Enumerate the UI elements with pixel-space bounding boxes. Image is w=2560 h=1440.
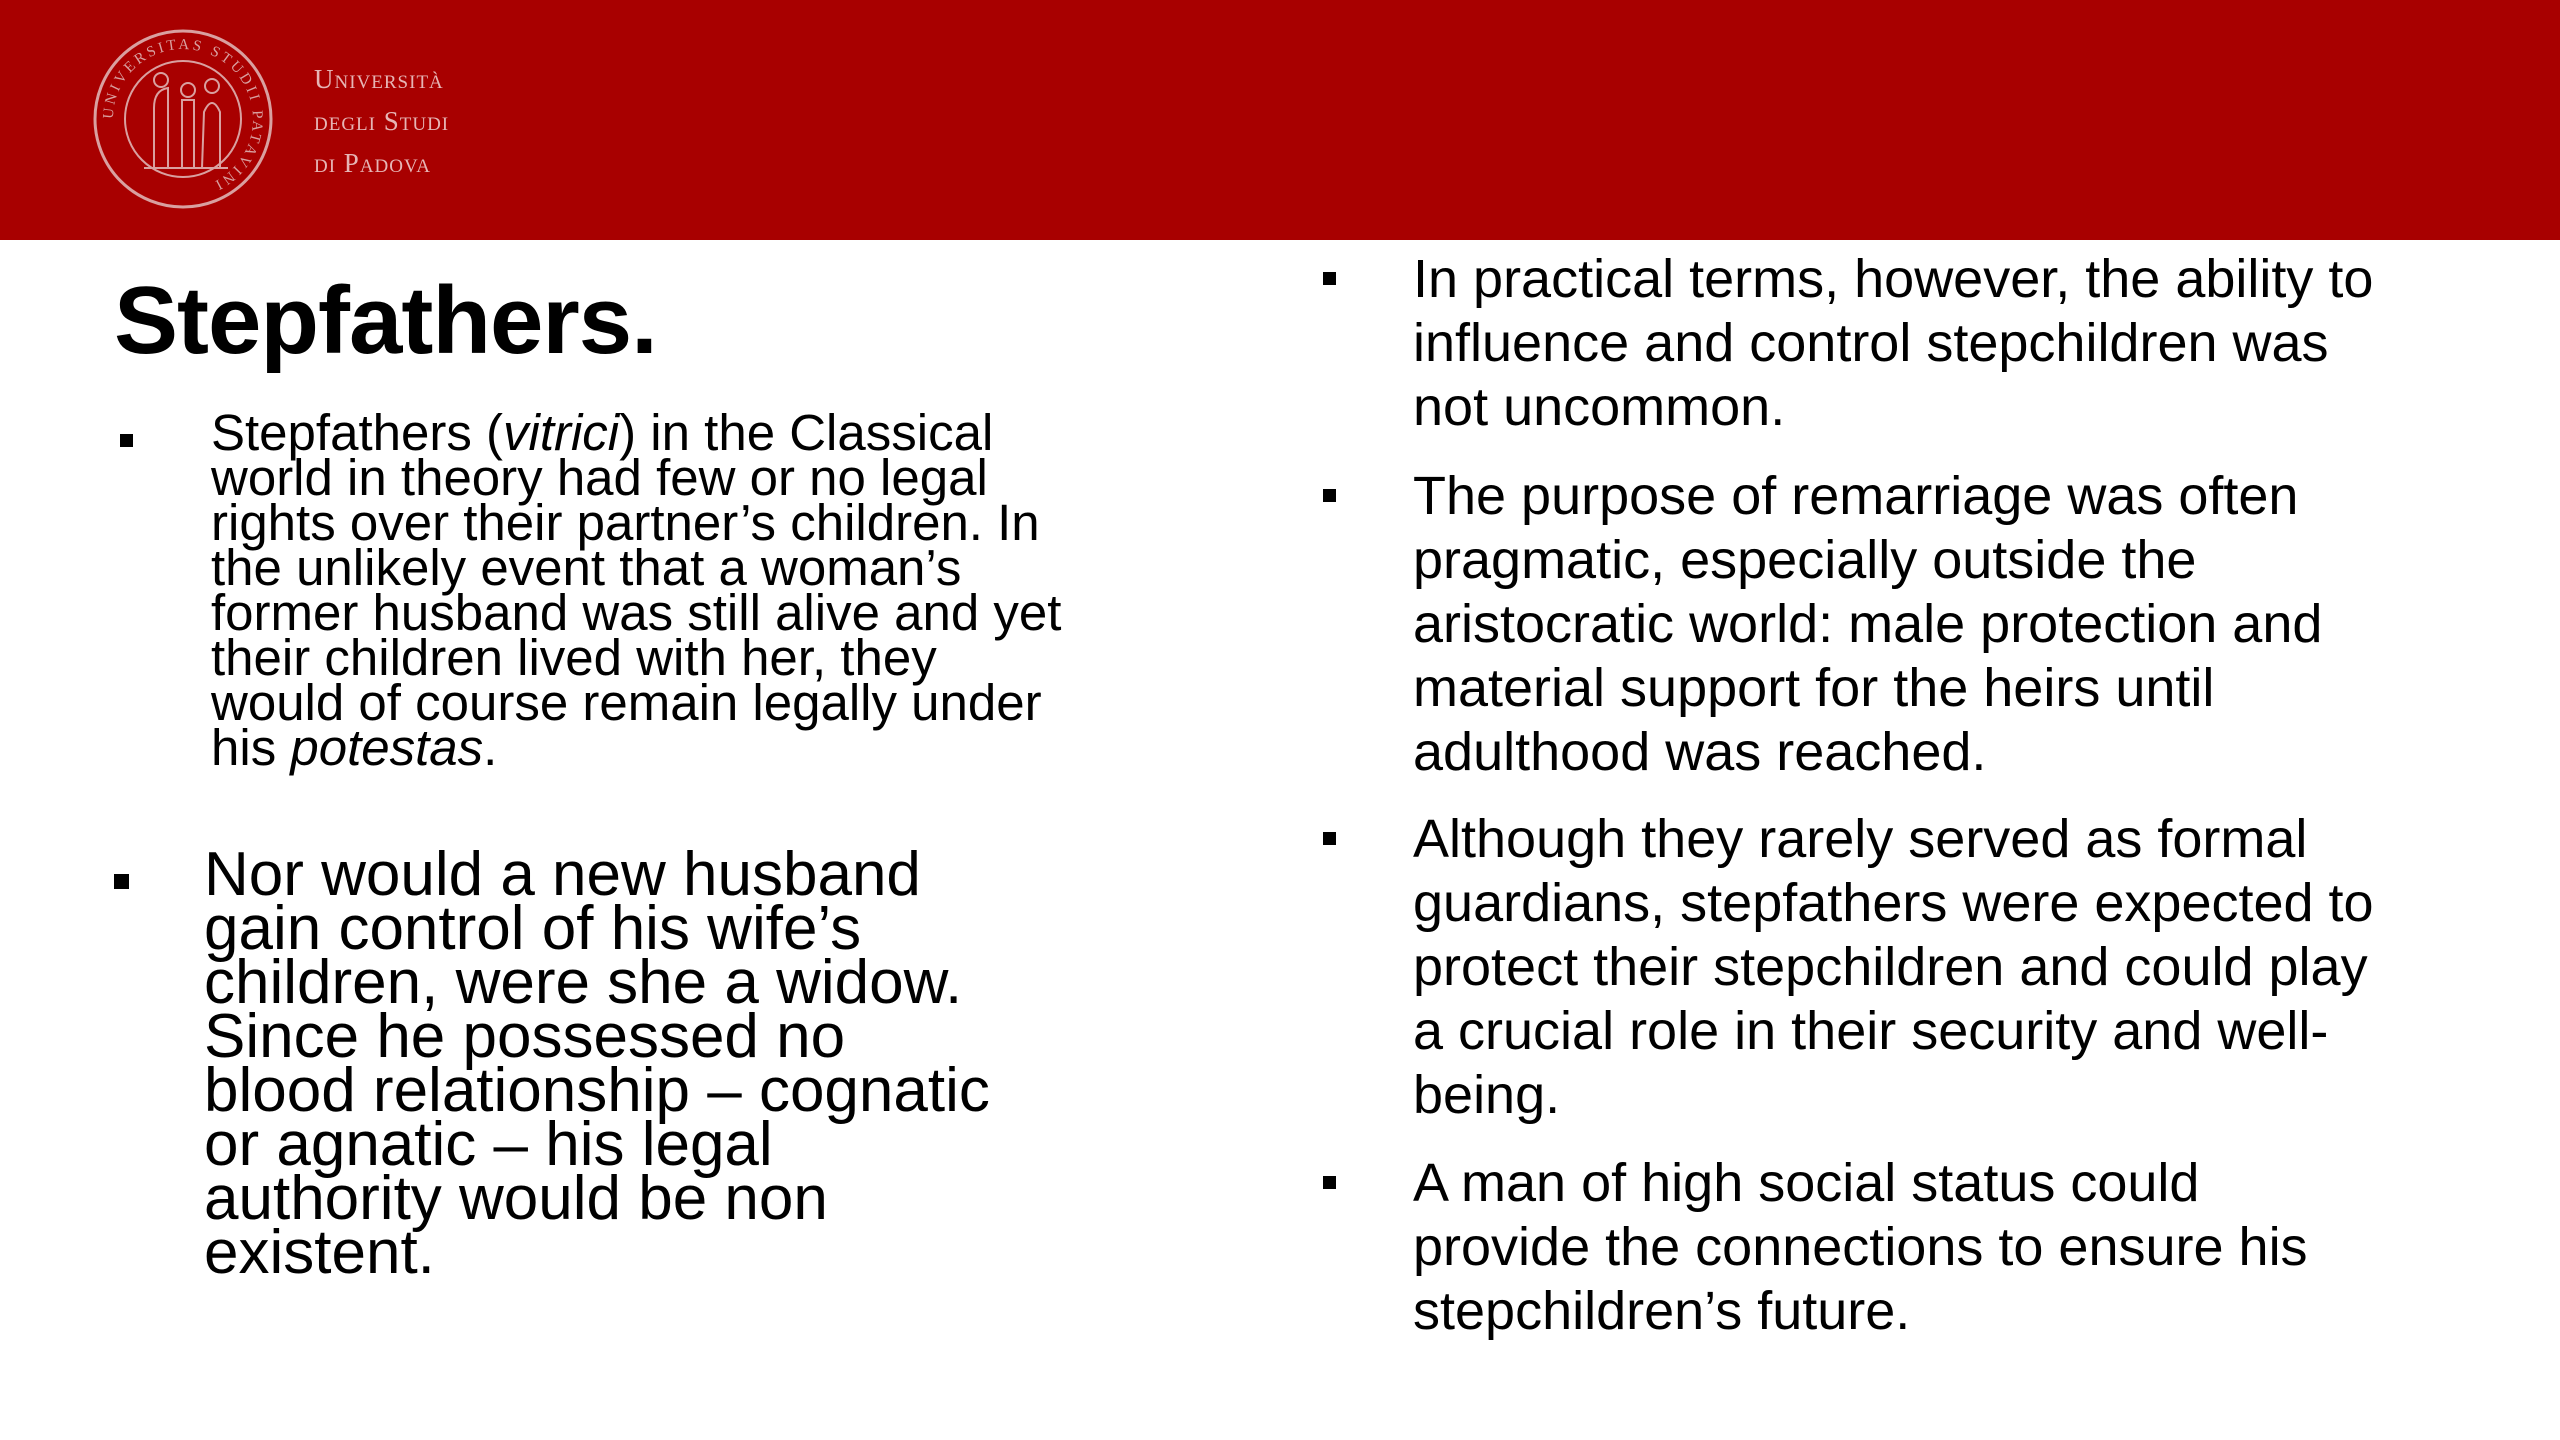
bullet-text: A man of high social status could provide the connections to ensure his stepchildren’s future. bbox=[1413, 1153, 2308, 1341]
logo-line-1: Università bbox=[314, 64, 444, 94]
square-bullet-icon bbox=[1323, 489, 1336, 502]
bullet-text-segment: Stepfathers ( bbox=[211, 404, 503, 461]
bullet-text-segment: . bbox=[483, 719, 498, 776]
seal-motto: UNIVERSITAS STUDII PATAVINI bbox=[100, 36, 266, 194]
bullet-text bbox=[211, 404, 1131, 776]
logo-line-2: degli Studi bbox=[314, 106, 450, 136]
square-bullet-icon bbox=[120, 434, 133, 447]
bullet-text: Nor would a new husband gain control of his wife’s children, were she a widow. Since he possessed no blood relationship – cognatic or agnatic – his legal authority would be non existent. bbox=[204, 840, 990, 1287]
bullet-text: The purpose of remarriage was often pragmatic, especially outside the aristocratic world: male protection and material support for the heirs until adulthood was reached. bbox=[1413, 466, 2323, 782]
square-bullet-icon bbox=[114, 874, 129, 889]
square-bullet-icon bbox=[1323, 272, 1336, 285]
square-bullet-icon bbox=[1323, 1176, 1336, 1189]
header-banner bbox=[0, 0, 2560, 240]
bullet-text: Although they rarely served as formal guardians, stepfathers were expected to protect their stepchildren and could play a crucial role in their security and well- being. bbox=[1413, 809, 2374, 1125]
square-bullet-icon bbox=[1323, 832, 1336, 845]
slide-title: Stepfathers. bbox=[114, 267, 657, 374]
italic-term-potestas: potestas bbox=[290, 719, 484, 776]
bullet-text: In practical terms, however, the ability to influence and control stepchildren was not uncommon. bbox=[1413, 249, 2374, 437]
italic-term-vitrici: vitrici bbox=[502, 404, 620, 461]
university-name-logo bbox=[314, 58, 449, 184]
bullet-text-segment: ) in the Classical world in theory had few or no legal rights over their partner’s children. In the unlikely event that a woman’s former husband was still alive and yet their children lived with her, they would of course remain legally under his bbox=[211, 404, 1062, 776]
logo-line-3: di Padova bbox=[314, 148, 431, 178]
university-seal-logo bbox=[92, 28, 274, 210]
